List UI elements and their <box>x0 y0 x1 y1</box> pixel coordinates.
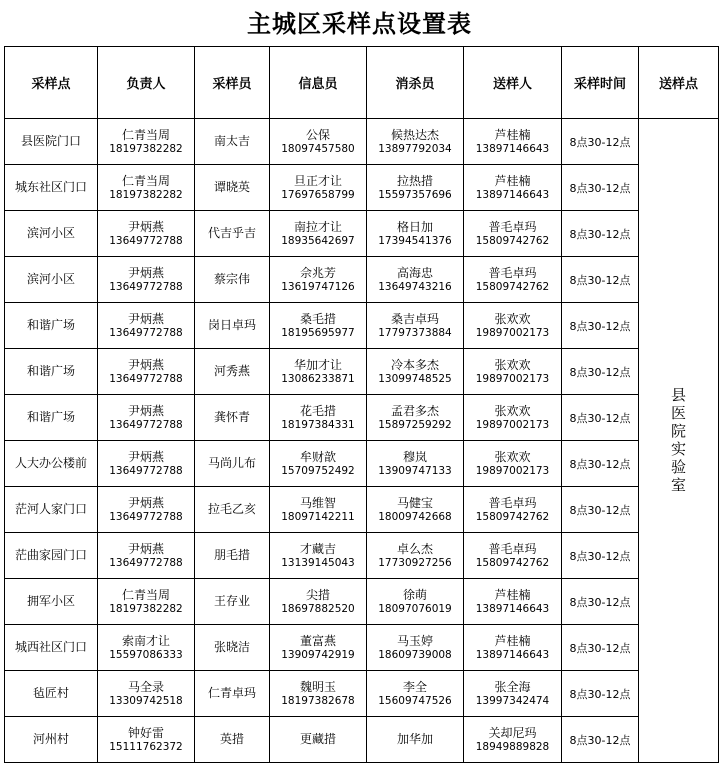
courier-name: 芦桂楠 <box>494 633 531 648</box>
site-name: 毡匠村 <box>32 686 69 700</box>
time-cell[interactable] <box>562 211 639 257</box>
courier-name: 张全海 <box>494 679 531 694</box>
sampler-name: 谭晓英 <box>213 180 250 194</box>
header-disinfector[interactable]: 消杀员 <box>367 47 464 119</box>
site-name: 人大办公楼前 <box>14 456 87 470</box>
courier-name: 芦桂楠 <box>494 173 531 188</box>
time-cell[interactable] <box>562 395 639 441</box>
sampler-name: 拉毛乙亥 <box>207 502 256 516</box>
lead-phone: 13649772788 <box>109 464 183 477</box>
disinfector-name: 孟君多杰 <box>390 403 439 418</box>
header-info-officer[interactable]: 信息员 <box>270 47 367 119</box>
info-officer-name: 才藏吉 <box>299 541 336 556</box>
info-officer-phone: 18097457580 <box>281 142 355 155</box>
sampling-time: 8点30-12点 <box>569 641 631 655</box>
lead-cell[interactable] <box>98 349 195 395</box>
lead-name: 尹炳燕 <box>127 541 164 556</box>
lead-phone: 13649772788 <box>109 372 183 385</box>
lead-name: 尹炳燕 <box>127 449 164 464</box>
sampling-time: 8点30-12点 <box>569 319 631 333</box>
time-cell[interactable] <box>562 441 639 487</box>
info-officer-cell[interactable] <box>270 165 367 211</box>
header-row <box>5 47 719 119</box>
lead-phone: 18197382282 <box>109 602 183 615</box>
table-row <box>5 211 719 257</box>
info-officer-phone: 18097142211 <box>281 510 355 523</box>
courier-phone: 19897002173 <box>475 326 550 339</box>
header-site[interactable]: 采样点 <box>5 47 98 119</box>
disinfector-name: 李全 <box>402 679 427 694</box>
table-row <box>5 303 719 349</box>
sampler-cell[interactable] <box>195 395 270 441</box>
site-name: 城东社区门口 <box>14 180 87 194</box>
info-officer-name: 桑毛措 <box>299 311 336 326</box>
info-officer-cell[interactable] <box>270 671 367 717</box>
header-time[interactable]: 采样时间 <box>562 47 639 119</box>
info-officer-name: 更藏措 <box>299 732 336 746</box>
lead-name: 尹炳燕 <box>127 311 164 326</box>
time-cell[interactable] <box>562 165 639 211</box>
courier-cell[interactable] <box>464 349 562 395</box>
disinfector-name: 冷本多杰 <box>390 357 439 372</box>
site-cell[interactable] <box>5 257 98 303</box>
sampling-time: 8点30-12点 <box>569 549 631 563</box>
courier-name: 张欢欢 <box>494 403 531 418</box>
table-row <box>5 533 719 579</box>
courier-name: 芦桂楠 <box>494 127 531 142</box>
sampling-time: 8点30-12点 <box>569 181 631 195</box>
disinfector-cell[interactable] <box>367 487 464 533</box>
info-officer-phone: 18197384331 <box>281 418 355 431</box>
sampler-name: 岗日卓玛 <box>207 318 256 332</box>
courier-cell[interactable] <box>464 625 562 671</box>
sampler-cell[interactable] <box>195 257 270 303</box>
info-officer-phone: 17697658799 <box>281 188 355 201</box>
site-name: 县医院门口 <box>20 134 81 148</box>
site-name: 拥军小区 <box>26 594 75 608</box>
lead-phone: 18197382282 <box>109 142 183 155</box>
lead-cell[interactable] <box>98 303 195 349</box>
sampler-cell[interactable] <box>195 119 270 165</box>
lead-name: 尹炳燕 <box>127 495 164 510</box>
sampler-cell[interactable] <box>195 211 270 257</box>
header-courier[interactable]: 送样人 <box>464 47 562 119</box>
disinfector-name: 徐萌 <box>402 587 427 602</box>
courier-name: 张欢欢 <box>494 311 531 326</box>
info-officer-cell[interactable] <box>270 487 367 533</box>
header-destination[interactable]: 送样点 <box>639 47 719 119</box>
sampler-name: 马尚儿布 <box>207 456 256 470</box>
site-cell[interactable] <box>5 625 98 671</box>
sampler-name: 英措 <box>219 732 244 746</box>
time-cell[interactable] <box>562 119 639 165</box>
lead-cell[interactable] <box>98 395 195 441</box>
time-cell[interactable] <box>562 257 639 303</box>
lead-phone: 13649772788 <box>109 234 183 247</box>
info-officer-phone: 13086233871 <box>281 372 355 385</box>
site-name: 河州村 <box>32 732 69 746</box>
courier-cell[interactable] <box>464 441 562 487</box>
sampler-cell[interactable] <box>195 625 270 671</box>
info-officer-name: 牟财歆 <box>299 449 336 464</box>
sampler-cell[interactable] <box>195 303 270 349</box>
sampler-cell[interactable] <box>195 441 270 487</box>
info-officer-name: 尖措 <box>305 587 330 602</box>
sampler-name: 代吉乎吉 <box>207 226 256 240</box>
table-row <box>5 717 719 763</box>
lead-phone: 15597086333 <box>109 648 183 661</box>
sampler-name: 南太吉 <box>213 134 250 148</box>
courier-name: 芦桂楠 <box>494 587 531 602</box>
disinfector-phone: 15897259292 <box>378 418 452 431</box>
lead-cell[interactable] <box>98 441 195 487</box>
info-officer-phone: 15709752492 <box>281 464 355 477</box>
disinfector-name: 穆岚 <box>402 449 427 464</box>
site-name: 茫河人家门口 <box>14 502 87 516</box>
disinfector-cell[interactable] <box>367 165 464 211</box>
site-cell[interactable] <box>5 165 98 211</box>
courier-name: 张欢欢 <box>494 449 531 464</box>
info-officer-phone: 18697882520 <box>281 602 355 615</box>
disinfector-cell[interactable] <box>367 441 464 487</box>
sampling-time: 8点30-12点 <box>569 365 631 379</box>
site-name: 和谐广场 <box>26 364 75 378</box>
lead-phone: 18197382282 <box>109 188 183 201</box>
site-name: 茫曲家园门口 <box>14 548 87 562</box>
table-row <box>5 487 719 533</box>
courier-cell[interactable] <box>464 533 562 579</box>
courier-phone: 18949889828 <box>475 740 550 753</box>
site-cell[interactable] <box>5 533 98 579</box>
info-officer-cell[interactable] <box>270 349 367 395</box>
site-cell[interactable] <box>5 487 98 533</box>
disinfector-phone: 17394541376 <box>378 234 452 247</box>
time-cell[interactable] <box>562 625 639 671</box>
disinfector-cell[interactable] <box>367 257 464 303</box>
lead-name: 尹炳燕 <box>127 357 164 372</box>
courier-cell[interactable] <box>464 717 562 763</box>
sampler-cell[interactable] <box>195 671 270 717</box>
lead-phone: 13649772788 <box>109 280 183 293</box>
lead-name: 仁青当周 <box>121 127 170 142</box>
info-officer-phone: 13619747126 <box>281 280 355 293</box>
disinfector-phone: 13909747133 <box>378 464 452 477</box>
site-name: 滨河小区 <box>26 226 75 240</box>
disinfector-cell[interactable] <box>367 119 464 165</box>
disinfector-name: 拉热措 <box>396 173 433 188</box>
disinfector-name: 桑吉卓玛 <box>390 311 439 326</box>
courier-name: 关却尼玛 <box>488 725 537 740</box>
courier-phone: 19897002173 <box>475 372 550 385</box>
table-row <box>5 119 719 165</box>
site-name: 和谐广场 <box>26 318 75 332</box>
info-officer-name: 佘兆芳 <box>299 265 336 280</box>
info-officer-phone: 13909742919 <box>281 648 355 661</box>
courier-name: 普毛卓玛 <box>488 541 537 556</box>
lead-cell[interactable] <box>98 211 195 257</box>
sampler-cell[interactable] <box>195 717 270 763</box>
lead-name: 尹炳燕 <box>127 265 164 280</box>
courier-name: 普毛卓玛 <box>488 495 537 510</box>
info-officer-cell[interactable] <box>270 533 367 579</box>
site-cell[interactable] <box>5 579 98 625</box>
lead-phone: 13649772788 <box>109 326 183 339</box>
disinfector-phone: 15609747526 <box>378 694 452 707</box>
disinfector-cell[interactable] <box>367 579 464 625</box>
table-row <box>5 625 719 671</box>
sampling-time: 8点30-12点 <box>569 687 631 701</box>
disinfector-name: 加华加 <box>396 732 433 746</box>
courier-cell[interactable] <box>464 211 562 257</box>
time-cell[interactable] <box>562 717 639 763</box>
time-cell[interactable] <box>562 349 639 395</box>
disinfector-cell[interactable] <box>367 533 464 579</box>
table-row <box>5 395 719 441</box>
sampling-time: 8点30-12点 <box>569 595 631 609</box>
courier-name: 普毛卓玛 <box>488 265 537 280</box>
info-officer-phone: 13139145043 <box>281 556 355 569</box>
site-name: 和谐广场 <box>26 410 75 424</box>
sampler-cell[interactable] <box>195 487 270 533</box>
info-officer-cell[interactable] <box>270 257 367 303</box>
time-cell[interactable] <box>562 303 639 349</box>
header-sampler[interactable]: 采样员 <box>195 47 270 119</box>
disinfector-name: 高海忠 <box>396 265 433 280</box>
info-officer-cell[interactable] <box>270 303 367 349</box>
info-officer-name: 花毛措 <box>299 403 336 418</box>
info-officer-cell[interactable] <box>270 625 367 671</box>
lead-name: 索南才让 <box>121 633 170 648</box>
courier-phone: 13897146643 <box>475 142 550 155</box>
disinfector-phone: 13897792034 <box>378 142 452 155</box>
courier-cell[interactable] <box>464 487 562 533</box>
courier-phone: 15809742762 <box>475 234 550 247</box>
disinfector-phone: 18097076019 <box>378 602 452 615</box>
courier-phone: 15809742762 <box>475 556 550 569</box>
courier-phone: 15809742762 <box>475 280 550 293</box>
lead-phone: 13649772788 <box>109 510 183 523</box>
table-row <box>5 441 719 487</box>
site-name: 滨河小区 <box>26 272 75 286</box>
disinfector-name: 格日加 <box>396 219 433 234</box>
disinfector-name: 马健宝 <box>396 495 433 510</box>
info-officer-name: 董富燕 <box>299 633 336 648</box>
table-row <box>5 579 719 625</box>
lead-cell[interactable] <box>98 487 195 533</box>
sampler-name: 朋毛措 <box>213 548 250 562</box>
table-row <box>5 257 719 303</box>
disinfector-cell[interactable] <box>367 303 464 349</box>
lead-cell[interactable] <box>98 533 195 579</box>
lead-name: 仁青当周 <box>121 173 170 188</box>
courier-phone: 13897146643 <box>475 188 550 201</box>
destination-cell[interactable] <box>639 119 719 763</box>
info-officer-cell[interactable] <box>270 717 367 763</box>
destination-label: 县医院实验室 <box>669 386 687 495</box>
sampling-time: 8点30-12点 <box>569 273 631 287</box>
info-officer-cell[interactable] <box>270 579 367 625</box>
site-cell[interactable] <box>5 441 98 487</box>
lead-name: 马全录 <box>127 679 164 694</box>
sampling-time: 8点30-12点 <box>569 227 631 241</box>
disinfector-phone: 13099748525 <box>378 372 452 385</box>
header-lead[interactable]: 负责人 <box>98 47 195 119</box>
time-cell[interactable] <box>562 579 639 625</box>
site-cell[interactable] <box>5 119 98 165</box>
site-cell[interactable] <box>5 303 98 349</box>
lead-cell[interactable] <box>98 119 195 165</box>
sampling-time: 8点30-12点 <box>569 733 631 747</box>
info-officer-cell[interactable] <box>270 395 367 441</box>
info-officer-phone: 18197382678 <box>281 694 355 707</box>
lead-name: 钟好雷 <box>127 725 164 740</box>
table-row <box>5 671 719 717</box>
site-cell[interactable] <box>5 717 98 763</box>
info-officer-name: 魏明玉 <box>299 679 336 694</box>
disinfector-phone: 18609739008 <box>378 648 452 661</box>
lead-cell[interactable] <box>98 165 195 211</box>
courier-cell[interactable] <box>464 579 562 625</box>
sampling-time: 8点30-12点 <box>569 411 631 425</box>
info-officer-name: 旦正才让 <box>293 173 342 188</box>
lead-phone: 15111762372 <box>109 740 183 753</box>
lead-name: 仁青当周 <box>121 587 170 602</box>
info-officer-cell[interactable] <box>270 441 367 487</box>
sampling-sites-table <box>4 46 719 763</box>
lead-phone: 13649772788 <box>109 418 183 431</box>
courier-cell[interactable] <box>464 671 562 717</box>
sampler-cell[interactable] <box>195 533 270 579</box>
sampling-time: 8点30-12点 <box>569 457 631 471</box>
courier-phone: 15809742762 <box>475 510 550 523</box>
disinfector-phone: 15597357696 <box>378 188 452 201</box>
site-cell[interactable] <box>5 211 98 257</box>
info-officer-name: 华加才让 <box>293 357 342 372</box>
info-officer-name: 马维智 <box>299 495 336 510</box>
lead-cell[interactable] <box>98 671 195 717</box>
table-row <box>5 349 719 395</box>
disinfector-phone: 17730927256 <box>378 556 452 569</box>
courier-cell[interactable] <box>464 395 562 441</box>
disinfector-name: 候热达杰 <box>390 127 439 142</box>
sampler-cell[interactable] <box>195 579 270 625</box>
sampler-name: 仁青卓玛 <box>207 686 256 700</box>
disinfector-cell[interactable] <box>367 211 464 257</box>
courier-name: 张欢欢 <box>494 357 531 372</box>
lead-name: 尹炳燕 <box>127 403 164 418</box>
lead-phone: 13649772788 <box>109 556 183 569</box>
lead-cell[interactable] <box>98 257 195 303</box>
table-row <box>5 165 719 211</box>
courier-cell[interactable] <box>464 257 562 303</box>
sampler-name: 张晓洁 <box>213 640 250 654</box>
sampler-cell[interactable] <box>195 349 270 395</box>
site-cell[interactable] <box>5 671 98 717</box>
disinfector-phone: 17797373884 <box>378 326 452 339</box>
time-cell[interactable] <box>562 533 639 579</box>
disinfector-phone: 18009742668 <box>378 510 452 523</box>
disinfector-phone: 13649743216 <box>378 280 452 293</box>
table-body <box>5 119 719 763</box>
disinfector-cell[interactable] <box>367 671 464 717</box>
courier-name: 普毛卓玛 <box>488 219 537 234</box>
sampler-cell[interactable] <box>195 165 270 211</box>
info-officer-cell[interactable] <box>270 211 367 257</box>
sampler-name: 蔡宗伟 <box>213 272 250 286</box>
time-cell[interactable] <box>562 487 639 533</box>
info-officer-name: 公保 <box>305 127 330 142</box>
lead-cell[interactable] <box>98 625 195 671</box>
disinfector-cell[interactable] <box>367 395 464 441</box>
courier-phone: 13897146643 <box>475 648 550 661</box>
disinfector-name: 卓么杰 <box>396 541 433 556</box>
courier-cell[interactable] <box>464 303 562 349</box>
site-cell[interactable] <box>5 349 98 395</box>
time-cell[interactable] <box>562 671 639 717</box>
disinfector-cell[interactable] <box>367 349 464 395</box>
sampler-name: 河秀燕 <box>213 364 250 378</box>
courier-phone: 13997342474 <box>475 694 550 707</box>
courier-phone: 19897002173 <box>475 418 550 431</box>
courier-phone: 13897146643 <box>475 602 550 615</box>
info-officer-name: 南拉才让 <box>293 219 342 234</box>
sampler-name: 王存业 <box>213 594 250 608</box>
courier-cell[interactable] <box>464 119 562 165</box>
lead-cell[interactable] <box>98 579 195 625</box>
disinfector-cell[interactable] <box>367 717 464 763</box>
sampling-time: 8点30-12点 <box>569 135 631 149</box>
courier-phone: 19897002173 <box>475 464 550 477</box>
disinfector-name: 马玉婷 <box>396 633 433 648</box>
courier-cell[interactable] <box>464 165 562 211</box>
page-title: 主城区采样点设置表 <box>247 9 472 38</box>
info-officer-cell[interactable] <box>270 119 367 165</box>
sampling-time: 8点30-12点 <box>569 503 631 517</box>
info-officer-phone: 18935642697 <box>281 234 355 247</box>
lead-phone: 13309742518 <box>109 694 183 707</box>
disinfector-cell[interactable] <box>367 625 464 671</box>
sampler-name: 龚怀青 <box>213 410 250 424</box>
lead-cell[interactable] <box>98 717 195 763</box>
lead-name: 尹炳燕 <box>127 219 164 234</box>
info-officer-phone: 18195695977 <box>281 326 355 339</box>
site-name: 城西社区门口 <box>14 640 87 654</box>
site-cell[interactable] <box>5 395 98 441</box>
